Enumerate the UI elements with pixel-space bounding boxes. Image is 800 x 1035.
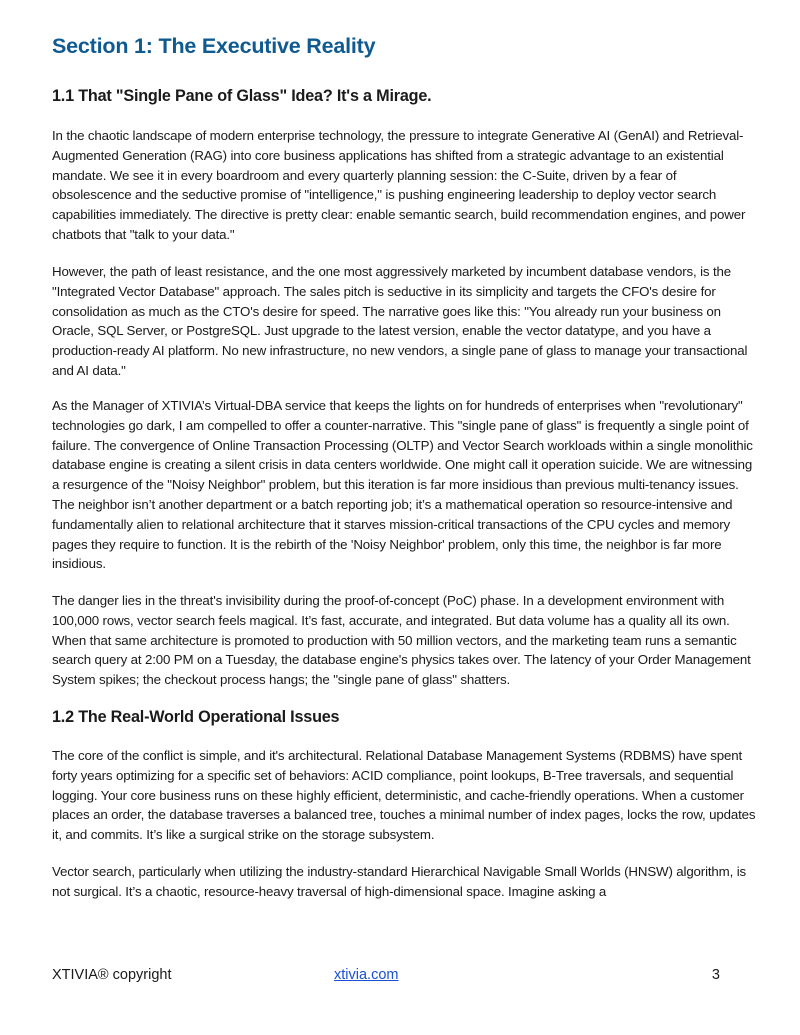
page-footer [52,967,720,987]
paragraph: The core of the conflict is simple, and it's architectural. Relational Database Management Systems (RDBMS) have spent forty years optimizing for a specific set of behaviors: ACID compliance, point lookups, B-Tree traversals, and sequential logging. Your core business runs on these highly efficient, deterministic, and cache-friendly operations. When a customer places an order, the database traverses a balanced tree, touches a minimal number of index pages, locks the row, updates it, and commits. It’s like a surgical strike on the storage subsystem. [52,748,756,843]
footer-website-link[interactable]: xtivia.com [334,967,399,983]
paragraph: Vector search, particularly when utilizing the industry-standard Hierarchical Navigable Small Worlds (HNSW) algorithm, is not surgical. It’s a chaotic, resource-heavy traversal of high-dimensional space. Imagine asking a [52,864,746,899]
paragraph: In the chaotic landscape of modern enterprise technology, the pressure to integrate Generative AI (GenAI) and Retrieval-Augmented Generation (RAG) into core business applications has shifted from a strategic advantage to an existential mandate. We see it in every boardroom and every quarterly planning session: the C-Suite, driven by a fear of obsolescence and the seductive promise of "intelligence," is pushing engineering leadership to deploy vector search capabilities immediately. The directive is pretty clear: enable semantic search, build recommendation engines, and power chatbots that "talk to your data." [52,128,746,242]
subsection-heading-1-1: 1.1 That "Single Pane of Glass" Idea? It's a Mirage. [52,87,432,105]
page-number: 3 [711,967,720,983]
subsection-heading-1-2: 1.2 The Real-World Operational Issues [52,708,340,726]
section-title: Section 1: The Executive Reality [52,34,376,58]
paragraph: The danger lies in the threat's invisibility during the proof-of-concept (PoC) phase. In a development environment with 100,000 rows, vector search feels magical. It’s fast, accurate, and integrated. But data volume has a quality all its own. When that same architecture is promoted to production with 50 million vectors, and the marketing team runs a semantic search query at 2:00 PM on a Tuesday, the database engine's physics takes over. The latency of your Order Management System spikes; the checkout process hangs; the "single pane of glass" shatters. [52,593,751,688]
paragraph: As the Manager of XTIVIA’s Virtual-DBA service that keeps the lights on for hundreds of enterprises when "revolutionary" technologies go dark, I am compelled to offer a counter-narrative. This "single pane of glass" is frequently a single point of failure. The convergence of Online Transaction Processing (OLTP) and Vector Search workloads within a single monolithic database engine is creating a silent crisis in data centers worldwide. One might call it operation suicide. We are witnessing a resurgence of the "Noisy Neighbor" problem, but this iteration is far more insidious than previous multi-tenancy issues. The neighbor isn’t another department or a batch reporting job; it’s a mathematical operation so resource-intensive and fundamentally alien to relational architecture that it starves mission-critical transactions of the CPU cycles and memory pages they require to function. It is the rebirth of the 'Noisy Neighbor' problem, only this time, the neighbor is far more insidious. [52,398,753,572]
footer-copyright: XTIVIA® copyright [52,967,172,983]
paragraph: However, the path of least resistance, and the one most aggressively marketed by incumbent database vendors, is the "Integrated Vector Database" approach. The sales pitch is seductive in its simplicity and targets the CFO's desire for consolidation as much as the CTO's desire for speed. The narrative goes like this: "You already run your business on Oracle, SQL Server, or PostgreSQL. Just upgrade to the latest version, enable the vector datatype, and you have a production-ready AI platform. No new infrastructure, no new vendors, a single pane of glass to manage your transactional and AI data." [52,264,748,378]
